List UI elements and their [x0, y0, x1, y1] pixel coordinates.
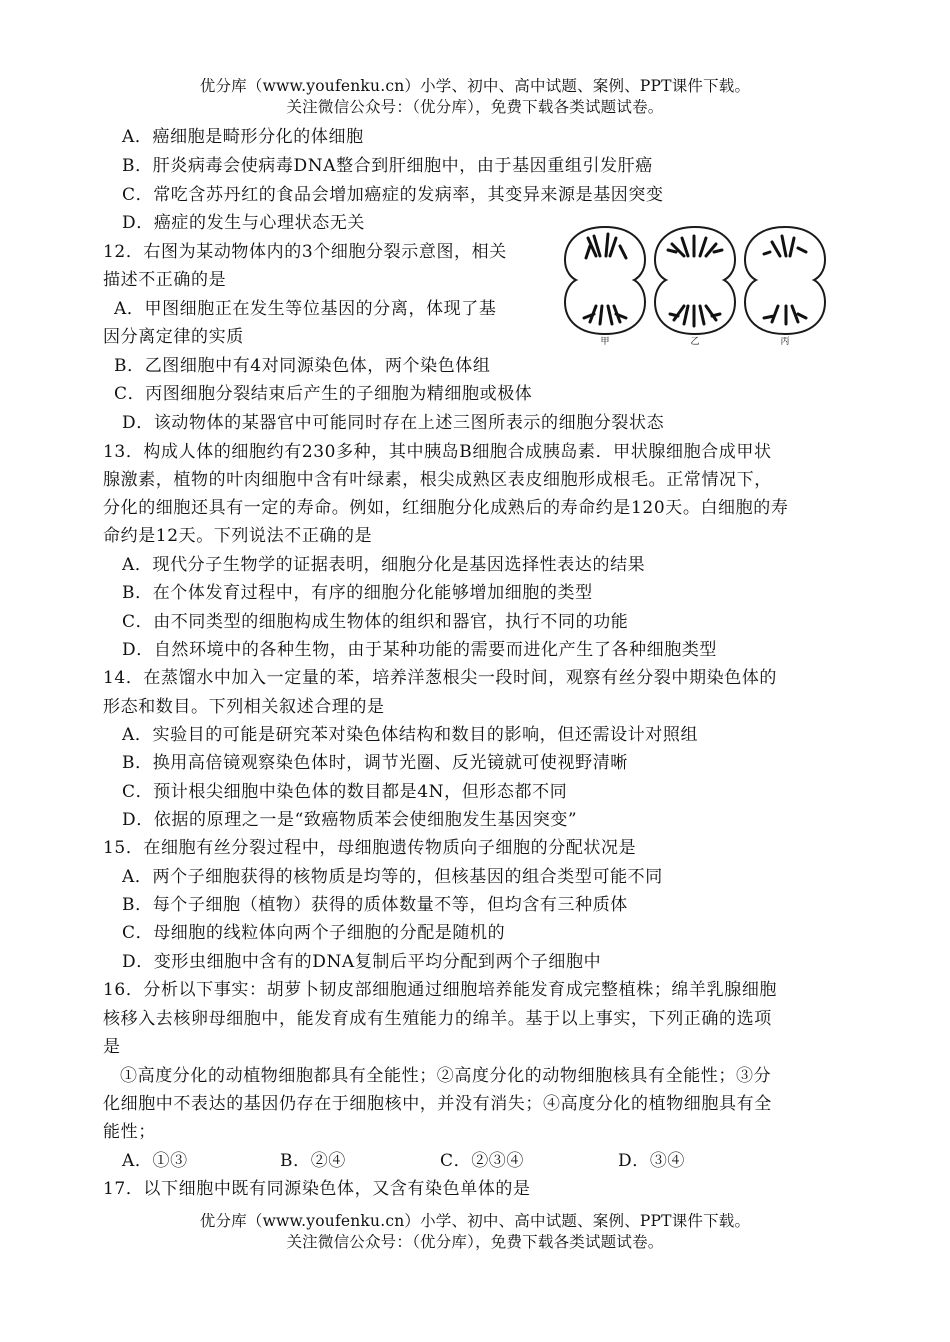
- q13-stem-line-1: 13．构成人体的细胞约有230多种，其中胰岛B细胞合成胰岛素．甲状腺细胞合成甲状: [103, 442, 772, 462]
- q13-stem-line-3: 分化的细胞还具有一定的寿命。例如，红细胞分化成熟后的寿命约是120天。白细胞的寿: [103, 498, 789, 518]
- figure-label-bing: 丙: [780, 337, 790, 346]
- q13-option-b: B．在个体发育过程中，有序的细胞分化能够增加细胞的类型: [122, 583, 593, 603]
- q14-stem-line-1: 14．在蒸馏水中加入一定量的苯，培养洋葱根尖一段时间，观察有丝分裂中期染色体的: [103, 668, 778, 688]
- q13-option-d: D．自然环境中的各种生物，由于某种功能的需要而进化产生了各种细胞类型: [122, 640, 718, 660]
- q16-stem-line-1: 16．分析以下事实：胡萝卜韧皮部细胞通过细胞培养能发育成完整植株；绵羊乳腺细胞: [103, 980, 778, 1000]
- q12-stem-line-2: 描述不正确的是: [103, 270, 227, 290]
- q14-option-b: B．换用高倍镜观察染色体时，调节光圈、反光镜就可使视野清晰: [122, 753, 628, 773]
- q13-stem-line-2: 腺激素，植物的叶肉细胞中含有叶绿素，根尖成熟区表皮细胞形成根毛。正常情况下，: [103, 470, 772, 490]
- figure-label-jia: 甲: [600, 337, 610, 346]
- q16-stem-line-2: 核移入去核卵母细胞中，能发育成有生殖能力的绵羊。基于以上事实，下列正确的选项: [103, 1009, 772, 1029]
- q12-stem-line-1: 12．右图为某动物体内的3个细胞分裂示意图，相关: [103, 242, 507, 262]
- cell-bing-chromosomes: [764, 236, 806, 324]
- q12-option-c: C．丙图细胞分裂结束后产生的子细胞为精细胞或极体: [114, 384, 533, 404]
- q13-stem-line-4: 命约是12天。下列说法不正确的是: [103, 526, 373, 546]
- q13-option-a: A．现代分子生物学的证据表明，细胞分化是基因选择性表达的结果: [122, 555, 646, 575]
- q12-option-d: D．该动物体的某器官中可能同时存在上述三图所表示的细胞分裂状态: [122, 413, 665, 433]
- q16-option-a: A．①③: [122, 1151, 188, 1171]
- page-footer: [0, 1211, 950, 1253]
- q17-stem: 17．以下细胞中既有同源染色体，又含有染色单体的是: [103, 1179, 531, 1199]
- q14-option-d: D．依据的原理之一是“致癌物质苯会使细胞发生基因突变”: [122, 810, 578, 830]
- cell-division-figure: [560, 222, 830, 346]
- q11-option-d: D．癌症的发生与心理状态无关: [122, 213, 366, 233]
- q11-option-a: A．癌细胞是畸形分化的体细胞: [122, 127, 364, 147]
- figure-label-yi: 乙: [690, 337, 700, 346]
- cell-jia-outline: [565, 227, 645, 334]
- q16-items-line-2: 化细胞中不表达的基因仍存在于细胞核中，并没有消失；④高度分化的植物细胞具有全: [103, 1094, 772, 1114]
- q16-stem-line-3: 是: [103, 1037, 121, 1057]
- q12-option-a-line-1: A．甲图细胞正在发生等位基因的分离，体现了基: [114, 299, 497, 319]
- footer-line-1: 优分库（www.youfenku.cn）小学、初中、高中试题、案例、PPT课件下载。: [199, 1212, 751, 1230]
- q16-items-line-3: 能性；: [103, 1122, 156, 1142]
- q15-option-d: D．变形虫细胞中含有的DNA复制后平均分配到两个子细胞中: [122, 952, 602, 972]
- q16-option-c: C．②③④: [440, 1151, 525, 1171]
- q16-items-line-1: ①高度分化的动植物细胞都具有全能性；②高度分化的动物细胞核具有全能性；③分: [120, 1066, 772, 1086]
- cell-yi-chromosomes: [668, 236, 722, 326]
- q12-option-b: B．乙图细胞中有4对同源染色体，两个染色体组: [114, 356, 491, 376]
- q12-option-a-line-2: 因分离定律的实质: [103, 327, 244, 347]
- q14-option-a: A．实验目的可能是研究苯对染色体结构和数目的影响，但还需设计对照组: [122, 725, 699, 745]
- q13-option-c: C．由不同类型的细胞构成生物体的组织和器官，执行不同的功能: [122, 612, 629, 632]
- footer-line-2: 关注微信公众号：（优分库），免费下载各类试题试卷。: [286, 1233, 664, 1251]
- page-header: [0, 76, 950, 118]
- q14-stem-line-2: 形态和数目。下列相关叙述合理的是: [103, 697, 385, 717]
- q11-option-b: B．肝炎病毒会使病毒DNA整合到肝细胞中，由于基因重组引发肝癌: [122, 156, 653, 176]
- q15-option-c: C．母细胞的线粒体向两个子细胞的分配是随机的: [122, 923, 506, 943]
- q15-option-b: B．每个子细胞（植物）获得的质体数量不等，但均含有三种质体: [122, 895, 628, 915]
- q15-option-a: A．两个子细胞获得的核物质是均等的，但核基因的组合类型可能不同: [122, 867, 663, 887]
- q14-option-c: C．预计根尖细胞中染色体的数目都是4N，但形态都不同: [122, 782, 568, 802]
- q16-option-b: B．②④: [280, 1151, 346, 1171]
- cell-jia-chromosomes: [584, 234, 626, 324]
- header-line-1: 优分库（www.youfenku.cn）小学、初中、高中试题、案例、PPT课件下载。: [199, 77, 751, 95]
- q15-stem: 15．在细胞有丝分裂过程中，母细胞遗传物质向子细胞的分配状况是: [103, 838, 637, 858]
- q11-option-c: C．常吃含苏丹红的食品会增加癌症的发病率，其变异来源是基因突变: [122, 185, 664, 205]
- header-line-2: 关注微信公众号：（优分库），免费下载各类试题试卷。: [286, 98, 664, 116]
- q16-option-d: D．③④: [618, 1151, 686, 1171]
